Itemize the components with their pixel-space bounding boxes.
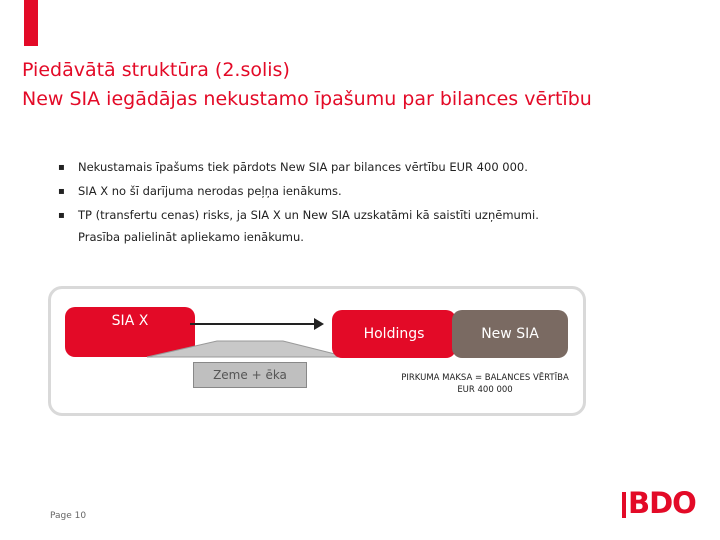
purchase-price-label [360,372,610,396]
transfer-arrow-line [190,323,320,325]
bullet-icon: ▪ [58,162,65,173]
sia-x-box: SIA X [65,307,195,357]
bullet-text: Nekustamais īpašums tiek pārdots New SIA par bilances vērtību EUR 400 000. [78,160,528,174]
bullet-text: TP (transfertu cenas) risks, ja SIA X un New SIA uzskatāmi kā saistīti uzņēmumi. [78,208,539,222]
logo-bar [622,492,626,518]
note-text: Prasība palielināt apliekamo ienākumu. [78,230,304,244]
bullet-icon: ▪ [58,186,65,197]
bullet-item [54,208,694,232]
page-number: Page 10 [50,511,87,521]
price-line-2: EUR 400 000 [457,385,513,395]
arrow-head-icon [314,318,324,330]
price-line-1: PIRKUMA MAKSA = BALANCES VĒRTĪBA [401,373,569,383]
slide-title [22,56,712,114]
logo-text: BDO [628,486,696,520]
new-sia-box: New SIA [452,310,568,358]
bullet-item [54,184,694,208]
asset-box: Zeme + ēka [193,362,307,388]
top-accent-bar [24,0,38,46]
bullet-list [54,160,694,232]
title-line-1: Piedāvātā struktūra (2.solis) [22,59,290,81]
roof-shape [135,339,359,359]
bullet-text: SIA X no šī darījuma nerodas peļņa ienākums. [78,184,342,198]
holdings-box: Holdings [332,310,456,358]
title-line-2: New SIA iegādājas nekustamo īpašumu par bilances vērtību [22,88,592,110]
bdo-logo [622,488,696,518]
bullet-item [54,160,694,184]
bullet-icon: ▪ [58,210,65,221]
